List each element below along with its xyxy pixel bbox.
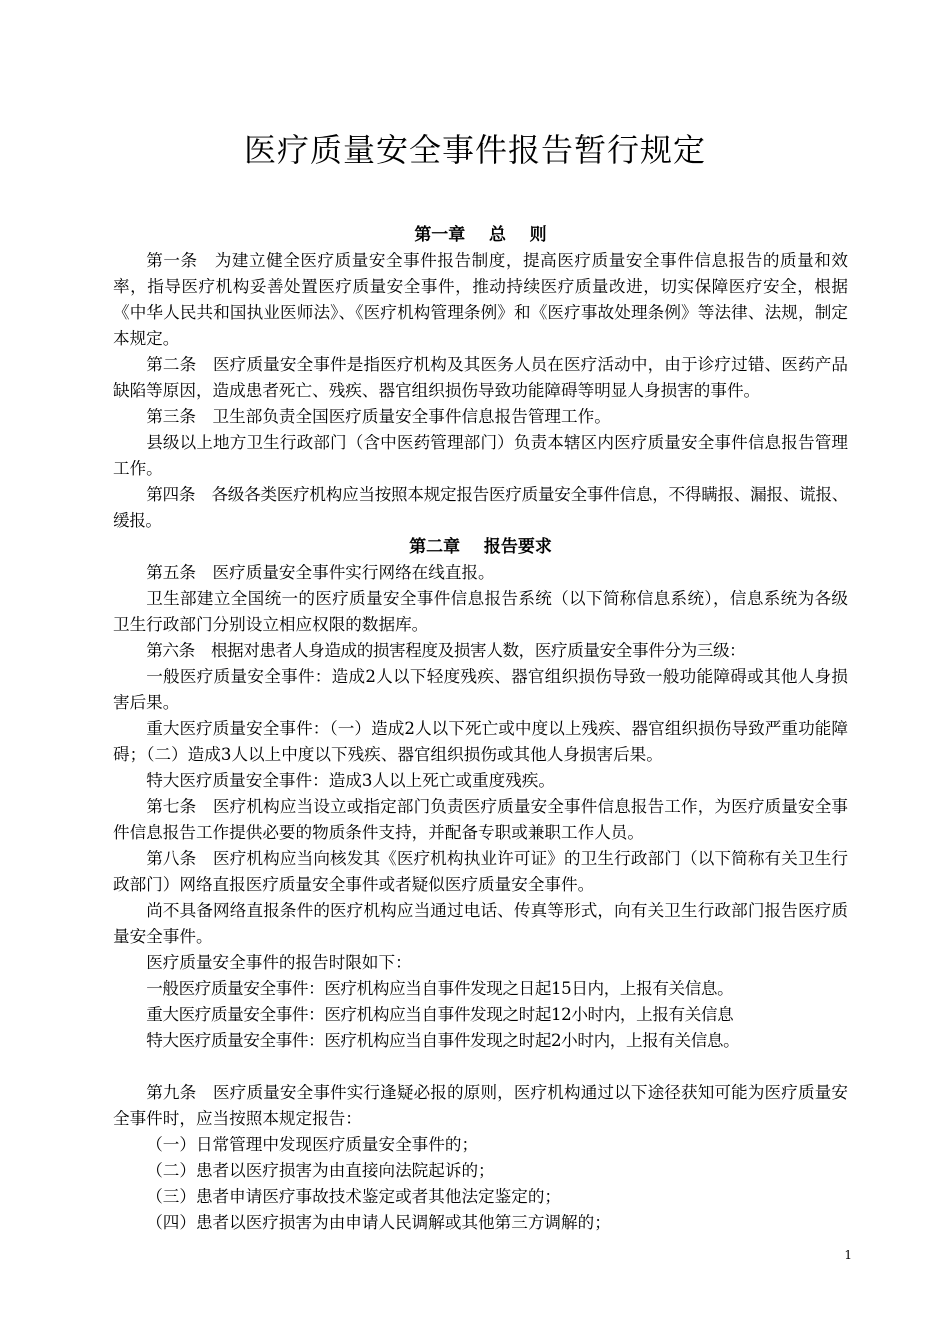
article-9: 第九条 医疗质量安全事件实行逢疑必报的原则，医疗机构通过以下途径获知可能为医疗质量安全事件时，应当按照本规定报告：	[113, 1083, 848, 1128]
article-8-paragraph-2: 尚不具备网络直报条件的医疗机构应当通过电话、传真等形式，向有关卫生行政部门报告医疗质量安全事件。	[113, 901, 848, 946]
article-3: 第三条 卫生部负责全国医疗质量安全事件信息报告管理工作。	[146, 407, 611, 426]
page-number: 1	[844, 1248, 852, 1262]
article-8-time-limits-intro: 医疗质量安全事件的报告时限如下：	[146, 953, 412, 972]
article-5-paragraph-2: 卫生部建立全国统一的医疗质量安全事件信息报告系统（以下简称信息系统），信息系统为各级卫生行政部门分别设立相应权限的数据库。	[113, 589, 848, 634]
article-9-item-3: （三）患者申请医疗事故技术鉴定或者其他法定鉴定的；	[146, 1187, 562, 1206]
article-3-paragraph-2: 县级以上地方卫生行政部门（含中医药管理部门）负责本辖区内医疗质量安全事件信息报告管理工作。	[113, 433, 848, 478]
chapter-1-heading: 第一章 总 则	[414, 225, 547, 245]
article-9-item-2: （二）患者以医疗损害为由直接向法院起诉的；	[146, 1161, 495, 1180]
article-6-major-level: 重大医疗质量安全事件：（一）造成2人以下死亡或中度以上残疾、器官组织损伤导致严重功能障碍；（二）造成3人以上中度以下残疾、器官组织损伤或其他人身损害后果。	[113, 719, 848, 764]
article-8-time-limit-extreme: 特大医疗质量安全事件：医疗机构应当自事件发现之时起2小时内，上报有关信息。	[146, 1031, 740, 1050]
paragraph-gap	[113, 1054, 848, 1080]
document-title: 医疗质量安全事件报告暂行规定	[243, 131, 706, 169]
article-8-time-limit-major: 重大医疗质量安全事件：医疗机构应当自事件发现之时起12小时内，上报有关信息	[146, 1005, 734, 1024]
article-5: 第五条 医疗质量安全事件实行网络在线直报。	[146, 563, 495, 582]
chapter-2-heading: 第二章 报告要求	[409, 537, 552, 557]
article-4: 第四条 各级各类医疗机构应当按照本规定报告医疗质量安全事件信息，不得瞒报、漏报、谎报、缓报。	[113, 485, 848, 530]
article-6-extreme-level: 特大医疗质量安全事件：造成3人以上死亡或重度残疾。	[146, 771, 555, 790]
article-8: 第八条 医疗机构应当向核发其《医疗机构执业许可证》的卫生行政部门（以下简称有关卫生行政部门）网络直报医疗质量安全事件或者疑似医疗质量安全事件。	[113, 849, 848, 894]
document-body	[113, 222, 848, 1236]
article-6: 第六条 根据对患者人身造成的损害程度及损害人数，医疗质量安全事件分为三级：	[146, 641, 746, 660]
article-9-item-4: （四）患者以医疗损害为由申请人民调解或其他第三方调解的；	[146, 1213, 611, 1232]
article-1: 第一条 为建立健全医疗质量安全事件报告制度，提高医疗质量安全事件信息报告的质量和效率，指导医疗机构妥善处置医疗质量安全事件，推动持续医疗质量改进，切实保障医疗安全，根据《中华人民共和国执业医师法》、《医疗机构管理条例》和《医疗事故处理条例》等法律、法规，制定本规定。	[113, 251, 848, 348]
article-8-time-limit-general: 一般医疗质量安全事件：医疗机构应当自事件发现之日起15日内，上报有关信息。	[146, 979, 734, 998]
article-2: 第二条 医疗质量安全事件是指医疗机构及其医务人员在医疗活动中，由于诊疗过错、医药产品缺陷等原因，造成患者死亡、残疾、器官组织损伤导致功能障碍等明显人身损害的事件。	[113, 355, 848, 400]
article-7: 第七条 医疗机构应当设立或指定部门负责医疗质量安全事件信息报告工作，为医疗质量安全事件信息报告工作提供必要的物质条件支持，并配备专职或兼职工作人员。	[113, 797, 848, 842]
article-6-general-level: 一般医疗质量安全事件：造成2人以下轻度残疾、器官组织损伤导致一般功能障碍或其他人身损害后果。	[113, 667, 848, 712]
article-9-item-1: （一）日常管理中发现医疗质量安全事件的；	[146, 1135, 479, 1154]
